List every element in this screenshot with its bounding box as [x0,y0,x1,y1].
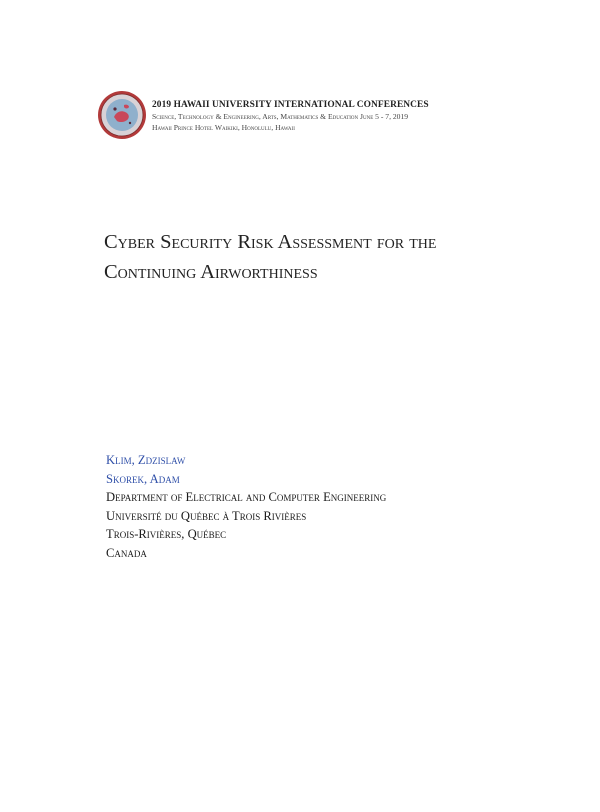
seal-dot [113,107,116,110]
conference-header [97,90,557,140]
seal-dot [129,122,131,124]
paper-title-line-2: Continuing Airworthiness [104,261,318,283]
author-block [106,451,526,562]
paper-title [104,227,544,287]
author-name: Klim, Zdzislaw [106,453,186,467]
conference-title: 2019 HAWAII UNIVERSITY INTERNATIONAL CONFERENCES [152,100,429,110]
affiliation-country: Canada [106,545,147,560]
conference-topics: Science, Technology & Engineering, Arts, Mathematics & Education June 5 - 7, 2019 [152,112,409,121]
conference-venue: Hawaii Prince Hotel Waikiki, Honolulu, Hawaii [152,123,295,132]
author-name: Skorek, Adam [106,471,180,486]
affiliation-university: Université du Québec à Trois Rivières [106,508,307,523]
affiliation-city: Trois-Rivières, Québec [106,527,227,541]
paper-title-line-1: Cyber Security Risk Assessment for the [104,231,437,253]
affiliation-department: Department of Electrical and Computer Engineering [106,490,387,504]
conference-seal-icon [97,90,147,140]
conference-header-text [152,99,562,133]
